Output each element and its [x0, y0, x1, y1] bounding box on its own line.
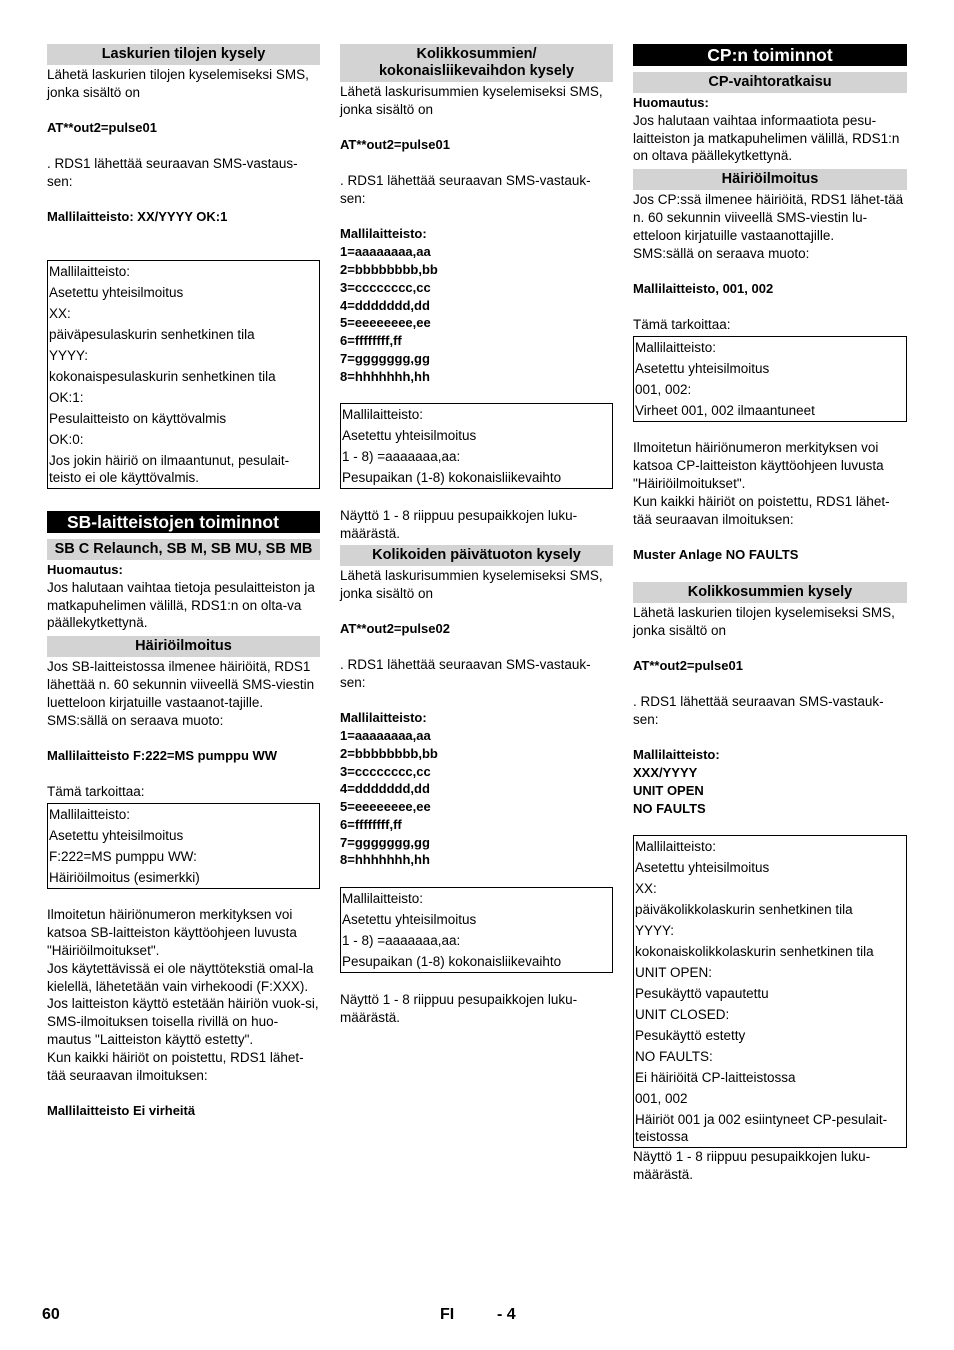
- table-cell: OK:0:: [49, 431, 84, 447]
- paragraph: Ilmoitetun häiriönumeron merkityksen voi katsoa CP-laitteiston käyttöohjeen luvusta "Häiriöilmoitukset".: [633, 440, 884, 491]
- table-cell: Mallilaitteisto:: [342, 891, 424, 907]
- sms-command: Mallilaitteisto, 001, 002: [633, 281, 774, 297]
- sms-command: Mallilaitteisto F:222=MS pumppu WW: [47, 748, 278, 764]
- section-title: SB C Relaunch, SB M, SB MU, SB MB: [47, 539, 320, 560]
- sms-answer: [340, 225, 613, 385]
- table-cell: päiväpesulaskurin senhetkinen tila: [49, 326, 255, 342]
- table-cell: Asetettu yhteisilmoitus: [635, 860, 770, 876]
- section-title: Kolikkosummien kysely: [633, 582, 907, 603]
- section-number: - 4: [497, 1306, 516, 1323]
- answer-line: 4=ddddddd,dd: [340, 781, 430, 797]
- table-cell: Asetettu yhteisilmoitus: [49, 827, 184, 843]
- paragraph: . RDS1 lähettää seuraavan SMS-vastauk-sen:: [633, 693, 884, 727]
- sms-answer: [340, 709, 613, 869]
- table-cell: Pesukäyttö vapautettu: [635, 986, 769, 1002]
- answer-line: 7=ggggggg,gg: [340, 350, 430, 366]
- sms-command: AT**out2=pulse02: [340, 621, 450, 637]
- answer-line: 8=hhhhhhh,hh: [340, 852, 430, 868]
- definition-table: [47, 803, 320, 889]
- table-cell: XX:: [49, 305, 71, 321]
- definition-table: [633, 336, 907, 422]
- table-cell: kokonaiskolikkolaskurin senhetkinen tila: [635, 944, 874, 960]
- note-text: Jos halutaan vaihtaa tietoja pesulaitteiston ja matkapuhelimen välillä, RDS1:n on olta-va päällekytkettynä.: [47, 579, 315, 631]
- table-cell: Jos jokin häiriö on ilmaantunut, pesulait-teisto ei ole käyttövalmis.: [49, 452, 290, 485]
- paragraph: Lähetä laskurien tilojen kyselemiseksi SMS, jonka sisältö on: [633, 604, 895, 638]
- paragraph: Lähetä laskurisummien kyselemiseksi SMS, jonka sisältö on: [340, 567, 603, 601]
- answer-line: XXX/YYYY: [633, 764, 698, 780]
- answer-line: 7=ggggggg,gg: [340, 834, 430, 850]
- paragraph: Kun kaikki häiriöt on poistettu, RDS1 lähet-tää seuraavan ilmoituksen:: [47, 1049, 304, 1083]
- paragraph: . RDS1 lähettää seuraavan SMS-vastauk-sen:: [340, 172, 591, 206]
- language-code: FI: [440, 1306, 455, 1323]
- answer-line: 8=hhhhhhh,hh: [340, 368, 430, 384]
- paragraph: Ilmoitetun häiriönumeron merkityksen voi katsoa SB-laitteiston käyttöohjeen luvusta "Häiriöilmoitukset".: [47, 907, 297, 958]
- sms-answer: Muster Anlage NO FAULTS: [633, 547, 799, 563]
- table-cell: Häiriöilmoitus (esimerkki): [49, 869, 200, 885]
- table-cell: UNIT CLOSED:: [635, 1007, 730, 1023]
- answer-line: 3=cccccccc,cc: [340, 279, 431, 295]
- paragraph: Lähetä laskurien tilojen kyselemiseksi SMS, jonka sisältö on: [47, 67, 309, 100]
- paragraph: Tämä tarkoittaa:: [47, 783, 145, 799]
- paragraph: . RDS1 lähettää seuraavan SMS-vastauk-sen:: [340, 656, 591, 690]
- paragraph: Tämä tarkoittaa:: [633, 316, 731, 332]
- table-cell: NO FAULTS:: [635, 1049, 713, 1065]
- section-title: Kolikoiden päivätuoton kysely: [340, 545, 613, 566]
- answer-line: 2=bbbbbbbb,bb: [340, 745, 438, 761]
- paragraph: SMS:sällä on seraava muoto:: [47, 712, 224, 728]
- table-cell: Asetettu yhteisilmoitus: [342, 428, 477, 444]
- paragraph: Jos käytettävissä ei ole näyttötekstiä omal-la kielellä, lähetetään vain virhekoodi (F:XXX).: [47, 960, 314, 994]
- table-cell: 1 - 8) =aaaaaaa,aa:: [342, 933, 461, 949]
- table-cell: Pesupaikan (1-8) kokonaisliikevaihto: [342, 954, 562, 970]
- table-cell: Mallilaitteisto:: [635, 839, 717, 855]
- answer-line: NO FAULTS: [633, 800, 706, 816]
- answer-line: 5=eeeeeeee,ee: [340, 799, 431, 815]
- table-cell: F:222=MS pumppu WW:: [49, 848, 197, 864]
- sms-command: AT**out2=pulse01: [47, 120, 157, 136]
- answer-line: Mallilaitteisto:: [633, 747, 720, 763]
- table-cell: Häiriöt 001 ja 002 esiintyneet CP-pesulait-teistossa: [635, 1112, 888, 1145]
- table-cell: YYYY:: [635, 923, 675, 939]
- definition-table: [47, 260, 320, 489]
- chapter-title: SB-laitteistojen toiminnot: [47, 511, 320, 533]
- table-cell: päiväkolikkolaskurin senhetkinen tila: [635, 902, 853, 918]
- sms-answer: [633, 746, 907, 817]
- table-cell: Asetettu yhteisilmoitus: [635, 360, 770, 376]
- column-right: [633, 44, 907, 1184]
- table-cell: Mallilaitteisto:: [49, 263, 131, 279]
- sms-command: AT**out2=pulse01: [340, 137, 450, 153]
- paragraph: Jos CP:ssä ilmenee häiriöitä, RDS1 lähet-tää n. 60 sekunnin viiveellä SMS-viestin lu-etteloon kirjatuille vastaanottajille.: [633, 192, 904, 243]
- note-label: Huomautus:: [47, 561, 123, 577]
- table-cell: Pesukäyttö estetty: [635, 1028, 746, 1044]
- paragraph: Jos laitteiston käyttö estetään häiriön vuok-si, SMS-ilmoituksen toisella rivillä on huo-mautus "Laitteiston käyttö estetty".: [47, 996, 319, 1047]
- paragraph: Näyttö 1 - 8 riippuu pesupaikkojen luku-määrästä.: [340, 991, 578, 1025]
- paragraph: Kun kaikki häiriöt on poistettu, RDS1 lähet-tää seuraavan ilmoituksen:: [633, 493, 890, 527]
- note-text: Jos halutaan vaihtaa informaatiota pesu-laitteiston ja matkapuhelimen välillä, RDS1:n on oltava päällekytkettynä.: [633, 112, 900, 164]
- definition-table: [340, 403, 613, 489]
- table-cell: OK:1:: [49, 389, 84, 405]
- answer-line: Mallilaitteisto:: [340, 710, 427, 726]
- answer-line: 6=ffffffff,ff: [340, 333, 402, 349]
- answer-line: 3=cccccccc,cc: [340, 763, 431, 779]
- table-cell: XX:: [635, 881, 657, 897]
- table-cell: Mallilaitteisto:: [635, 339, 717, 355]
- note-label: Huomautus:: [633, 95, 709, 110]
- answer-line: 2=bbbbbbbb,bb: [340, 261, 438, 277]
- answer-line: 5=eeeeeeee,ee: [340, 315, 431, 331]
- section-title: Laskurien tilojen kysely: [47, 44, 320, 65]
- section-title: Häiriöilmoitus: [47, 636, 320, 657]
- answer-line: Mallilaitteisto:: [340, 226, 427, 242]
- table-cell: 001, 002:: [635, 381, 692, 397]
- table-cell: UNIT OPEN:: [635, 965, 713, 981]
- answer-line: 1=aaaaaaaa,aa: [340, 244, 431, 260]
- table-cell: YYYY:: [49, 347, 89, 363]
- table-cell: Asetettu yhteisilmoitus: [342, 912, 477, 928]
- sms-answer: Mallilaitteisto: XX/YYYY OK:1: [47, 209, 228, 225]
- answer-line: 1=aaaaaaaa,aa: [340, 727, 431, 743]
- table-cell: Pesulaitteisto on käyttövalmis: [49, 410, 227, 426]
- answer-line: UNIT OPEN: [633, 782, 704, 798]
- sms-command: AT**out2=pulse01: [633, 658, 743, 674]
- section-title: Häiriöilmoitus: [633, 169, 907, 190]
- paragraph: Lähetä laskurisummien kyselemiseksi SMS, jonka sisältö on: [340, 84, 603, 117]
- column-middle: [340, 44, 613, 1026]
- paragraph: SMS:sällä on seraava muoto:: [633, 245, 810, 261]
- table-cell: 1 - 8) =aaaaaaa,aa:: [342, 449, 461, 465]
- section-title: CP-vaihtoratkaisu: [633, 72, 907, 93]
- column-left: [47, 44, 320, 1120]
- sms-answer: Mallilaitteisto Ei virheitä: [47, 1103, 196, 1119]
- answer-line: 4=ddddddd,dd: [340, 297, 430, 313]
- table-cell: 001, 002: [635, 1091, 688, 1107]
- table-cell: Ei häiriöitä CP-laitteistossa: [635, 1070, 796, 1086]
- section-title: Kolikkosummien/ kokonaisliikevaihdon kysely: [340, 44, 613, 82]
- paragraph: Jos SB-laitteistossa ilmenee häiriöitä, RDS1 lähettää n. 60 sekunnin viiveellä SMS-viestin luetteloon kirjatuille vastaanot-tajille.: [47, 659, 315, 710]
- table-cell: Mallilaitteisto:: [49, 806, 131, 822]
- paragraph: Näyttö 1 - 8 riippuu pesupaikkojen luku-määrästä.: [633, 1149, 871, 1182]
- definition-table: [633, 835, 907, 1148]
- table-cell: kokonaispesulaskurin senhetkinen tila: [49, 368, 276, 384]
- chapter-title: CP:n toiminnot: [633, 44, 907, 66]
- table-cell: Asetettu yhteisilmoitus: [49, 284, 184, 300]
- paragraph: Näyttö 1 - 8 riippuu pesupaikkojen luku-määrästä.: [340, 508, 578, 541]
- table-cell: Pesupaikan (1-8) kokonaisliikevaihto: [342, 470, 562, 486]
- page-number: 60: [42, 1306, 60, 1323]
- answer-line: 6=ffffffff,ff: [340, 816, 402, 832]
- table-cell: Virheet 001, 002 ilmaantuneet: [635, 402, 815, 418]
- paragraph: . RDS1 lähettää seuraavan SMS-vastaus-sen:: [47, 155, 298, 189]
- table-cell: Mallilaitteisto:: [342, 407, 424, 423]
- definition-table: [340, 887, 613, 973]
